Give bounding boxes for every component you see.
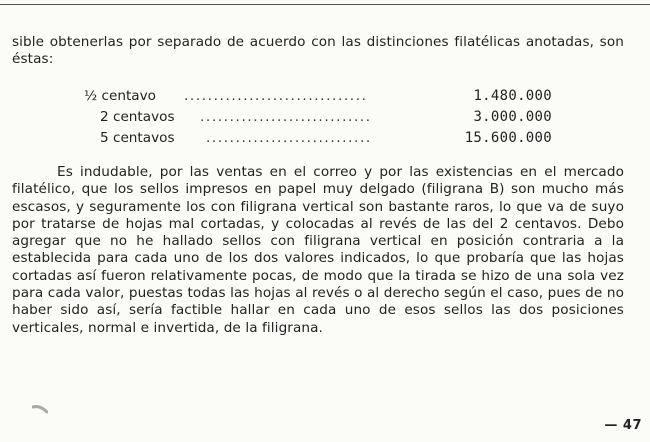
body-paragraph: Es indudable, por las ventas en el correo y por las existencias en el mercado filatélico, que los sellos impresos en papel muy delgado (filigrana B) son mucho más escasos, y seguramente los con filigrana vertical son bastante raros, lo que va de suyo por tratarse de hojas mal cortadas, y colocadas al revés de las del 2 centavos. Debo agregar que no he hallado sellos con filigrana vertical en posición contraria a la establecida para cada uno de los dos valores indicados, lo que probaría que las hojas cortadas así fueron relativamente pocas, de modo que la tirada se hizo de una sola vez para cada valor, puestas todas las hojas al revés o al derecho según el caso, pues de no haber sido así, sería factible hallar en cada uno de esos sellos las dos posiciones verticales, normal e invertida, de la filigrana. bbox=[12, 164, 624, 336]
row-label: 5 centavos bbox=[100, 130, 175, 146]
page-number: — 47 bbox=[604, 418, 642, 433]
row-label: ½ centavo bbox=[84, 88, 156, 104]
quantity-table bbox=[84, 86, 552, 149]
intro-paragraph: sible obtenerlas por separado de acuerdo con las distinciones filatélicas anotadas, son éstas: bbox=[12, 34, 624, 68]
dot-leader: ............................. bbox=[200, 109, 372, 125]
table-row bbox=[84, 86, 552, 107]
dot-leader: ............................ bbox=[206, 130, 372, 146]
ink-smudge-mark bbox=[32, 405, 48, 414]
table-row bbox=[84, 128, 552, 149]
dot-leader: ............................... bbox=[184, 88, 368, 104]
row-amount: 15.600.000 bbox=[464, 130, 552, 146]
row-label: 2 centavos bbox=[100, 109, 175, 125]
row-amount: 3.000.000 bbox=[473, 109, 552, 125]
top-rule bbox=[0, 4, 650, 5]
table-row bbox=[84, 107, 552, 128]
row-amount: 1.480.000 bbox=[473, 88, 552, 104]
